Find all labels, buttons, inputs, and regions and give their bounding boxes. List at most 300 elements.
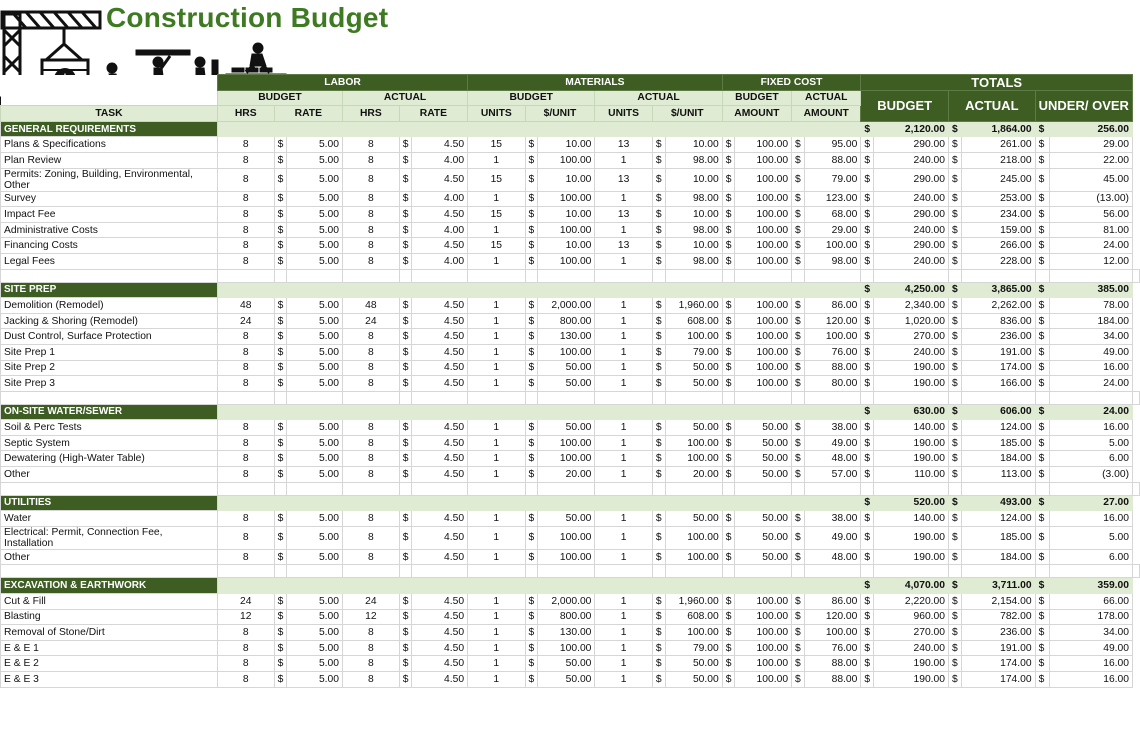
materials-actual-per-unit: 100.00 (665, 526, 722, 549)
fixed-actual-amount: 49.00 (804, 526, 861, 549)
currency-symbol: $ (652, 594, 665, 610)
labor-actual-hrs: 8 (343, 420, 400, 436)
labor-budget-rate: 5.00 (287, 360, 343, 376)
currency-symbol: $ (949, 298, 962, 314)
total-budget: 290.00 (874, 137, 949, 153)
materials-actual-per-unit: 50.00 (665, 420, 722, 436)
fixed-budget-amount-header: AMOUNT (722, 106, 791, 122)
labor-actual-rate: 4.50 (412, 672, 468, 688)
labor-actual-rate: 4.00 (412, 152, 468, 168)
materials-actual-units: 1 (595, 298, 652, 314)
currency-symbol: $ (949, 152, 962, 168)
total-budget: 240.00 (874, 640, 949, 656)
currency-symbol: $ (1035, 609, 1049, 625)
currency-symbol: $ (792, 609, 805, 625)
materials-budget-per-unit: 800.00 (538, 313, 595, 329)
materials-budget-units: 1 (468, 625, 525, 641)
total-actual: 174.00 (961, 360, 1035, 376)
materials-actual-units-header: UNITS (595, 106, 652, 122)
currency-symbol: $ (274, 207, 287, 223)
currency-symbol: $ (1035, 344, 1049, 360)
fixed-budget-amount: 100.00 (735, 625, 792, 641)
section-total-actual: 3,711.00 (961, 578, 1035, 594)
labor-budget-rate: 5.00 (287, 168, 343, 191)
materials-actual-units: 13 (595, 207, 652, 223)
table-row (1, 253, 1140, 269)
task-name: Septic System (1, 435, 218, 451)
materials-budget-per-unit: 50.00 (538, 376, 595, 392)
labor-actual-rate: 4.50 (412, 313, 468, 329)
fixed-budget-amount: 100.00 (735, 207, 792, 223)
fixed-actual-amount: 98.00 (804, 253, 861, 269)
materials-budget-units: 1 (468, 672, 525, 688)
labor-budget-hrs: 8 (217, 549, 274, 565)
materials-actual-units: 1 (595, 549, 652, 565)
materials-budget-per-unit: 50.00 (538, 511, 595, 527)
labor-budget-rate: 5.00 (287, 253, 343, 269)
currency-symbol: $ (274, 640, 287, 656)
materials-actual-per-unit: 98.00 (665, 191, 722, 207)
materials-actual-per-unit: 608.00 (665, 609, 722, 625)
currency-symbol: $ (861, 121, 874, 137)
currency-symbol: $ (1035, 191, 1049, 207)
task-name: Site Prep 1 (1, 344, 218, 360)
currency-symbol: $ (722, 253, 735, 269)
materials-budget-units: 1 (468, 435, 525, 451)
currency-symbol: $ (525, 625, 538, 641)
total-budget: 110.00 (874, 467, 949, 483)
materials-budget-per-unit: 2,000.00 (538, 298, 595, 314)
total-actual: 166.00 (961, 376, 1035, 392)
currency-symbol: $ (399, 238, 412, 254)
labor-budget-rate: 5.00 (287, 344, 343, 360)
task-name: Site Prep 3 (1, 376, 218, 392)
currency-symbol: $ (949, 282, 962, 298)
currency-symbol: $ (861, 238, 874, 254)
currency-symbol: $ (1035, 282, 1049, 298)
fixed-actual-amount: 95.00 (804, 137, 861, 153)
currency-symbol: $ (399, 329, 412, 345)
labor-actual-rate: 4.50 (412, 376, 468, 392)
materials-budget-per-unit-header: $/UNIT (525, 106, 595, 122)
materials-budget-units: 1 (468, 344, 525, 360)
currency-symbol: $ (652, 168, 665, 191)
materials-actual-units: 1 (595, 344, 652, 360)
currency-symbol: $ (722, 168, 735, 191)
labor-budget-hrs: 8 (217, 526, 274, 549)
total-under-over: 16.00 (1050, 360, 1133, 376)
materials-budget-units: 15 (468, 137, 525, 153)
total-actual: 234.00 (961, 207, 1035, 223)
labor-budget-rate: 5.00 (287, 609, 343, 625)
currency-symbol: $ (1035, 467, 1049, 483)
currency-symbol: $ (861, 191, 874, 207)
fixed-budget-amount: 100.00 (735, 152, 792, 168)
fixed-actual-amount: 88.00 (804, 672, 861, 688)
materials-budget-per-unit: 100.00 (538, 435, 595, 451)
materials-actual-units: 1 (595, 609, 652, 625)
materials-actual-per-unit: 608.00 (665, 313, 722, 329)
currency-symbol: $ (525, 298, 538, 314)
materials-budget-units: 1 (468, 420, 525, 436)
labor-actual-hrs: 8 (343, 152, 400, 168)
table-row (1, 625, 1140, 641)
total-under-over: 5.00 (1050, 435, 1133, 451)
materials-budget-units: 1 (468, 511, 525, 527)
currency-symbol: $ (722, 238, 735, 254)
currency-symbol: $ (792, 451, 805, 467)
currency-symbol: $ (1035, 511, 1049, 527)
currency-symbol: $ (525, 238, 538, 254)
labor-budget-rate-header: RATE (274, 106, 342, 122)
labor-budget-hrs: 8 (217, 640, 274, 656)
total-budget: 140.00 (874, 511, 949, 527)
materials-budget-per-unit: 100.00 (538, 549, 595, 565)
task-name: Legal Fees (1, 253, 218, 269)
fixed-budget-header: BUDGET (722, 90, 791, 106)
total-budget: 190.00 (874, 360, 949, 376)
labor-actual-rate: 4.50 (412, 137, 468, 153)
currency-symbol: $ (652, 435, 665, 451)
labor-actual-hrs: 8 (343, 451, 400, 467)
total-budget: 290.00 (874, 168, 949, 191)
labor-actual-rate: 4.50 (412, 168, 468, 191)
currency-symbol: $ (722, 672, 735, 688)
currency-symbol: $ (1035, 168, 1049, 191)
fixed-budget-amount: 50.00 (735, 451, 792, 467)
currency-symbol: $ (399, 656, 412, 672)
table-row (1, 672, 1140, 688)
materials-actual-units: 1 (595, 526, 652, 549)
task-name: Plans & Specifications (1, 137, 218, 153)
currency-symbol: $ (861, 420, 874, 436)
section-total-budget: 2,120.00 (874, 121, 949, 137)
currency-symbol: $ (274, 329, 287, 345)
currency-symbol: $ (722, 191, 735, 207)
currency-symbol: $ (1035, 420, 1049, 436)
spacer-row (1, 482, 1140, 495)
materials-actual-per-unit: 98.00 (665, 152, 722, 168)
labor-budget-rate: 5.00 (287, 238, 343, 254)
currency-symbol: $ (652, 329, 665, 345)
currency-symbol: $ (525, 451, 538, 467)
total-under-over: 178.00 (1050, 609, 1133, 625)
materials-actual-units: 1 (595, 594, 652, 610)
total-actual: 236.00 (961, 329, 1035, 345)
total-actual: 228.00 (961, 253, 1035, 269)
total-actual: 236.00 (961, 625, 1035, 641)
total-actual: 185.00 (961, 435, 1035, 451)
labor-actual-hrs: 8 (343, 360, 400, 376)
currency-symbol: $ (792, 152, 805, 168)
table-row (1, 640, 1140, 656)
currency-symbol: $ (652, 656, 665, 672)
currency-symbol: $ (722, 329, 735, 345)
section-title: ON-SITE WATER/SEWER (1, 404, 218, 420)
currency-symbol: $ (399, 191, 412, 207)
materials-budget-units: 1 (468, 298, 525, 314)
fixed-actual-amount: 48.00 (804, 451, 861, 467)
labor-budget-hrs: 8 (217, 152, 274, 168)
currency-symbol: $ (722, 152, 735, 168)
currency-symbol: $ (652, 238, 665, 254)
labor-budget-hrs: 24 (217, 594, 274, 610)
labor-actual-hrs: 8 (343, 435, 400, 451)
total-budget: 190.00 (874, 672, 949, 688)
header-row-groups (1, 75, 1140, 91)
total-actual: 184.00 (961, 451, 1035, 467)
currency-symbol: $ (274, 191, 287, 207)
currency-symbol: $ (792, 253, 805, 269)
currency-symbol: $ (792, 656, 805, 672)
materials-budget-units: 1 (468, 329, 525, 345)
materials-actual-per-unit: 1,960.00 (665, 298, 722, 314)
currency-symbol: $ (861, 640, 874, 656)
materials-actual-per-unit: 79.00 (665, 640, 722, 656)
fixed-actual-amount: 100.00 (804, 625, 861, 641)
currency-symbol: $ (949, 625, 962, 641)
currency-symbol: $ (399, 360, 412, 376)
currency-symbol: $ (1035, 121, 1049, 137)
table-row (1, 329, 1140, 345)
materials-budget-per-unit: 100.00 (538, 344, 595, 360)
labor-budget-rate: 5.00 (287, 152, 343, 168)
labor-actual-rate: 4.50 (412, 511, 468, 527)
currency-symbol: $ (399, 435, 412, 451)
fixed-budget-amount: 100.00 (735, 344, 792, 360)
currency-symbol: $ (652, 313, 665, 329)
currency-symbol: $ (1035, 238, 1049, 254)
labor-actual-rate: 4.50 (412, 207, 468, 223)
table-row (1, 137, 1140, 153)
currency-symbol: $ (949, 168, 962, 191)
fixed-budget-amount: 100.00 (735, 329, 792, 345)
currency-symbol: $ (949, 404, 962, 420)
total-budget: 140.00 (874, 420, 949, 436)
fixed-budget-amount: 100.00 (735, 609, 792, 625)
materials-actual-per-unit: 50.00 (665, 511, 722, 527)
materials-actual-per-unit: 50.00 (665, 656, 722, 672)
labor-budget-rate: 5.00 (287, 435, 343, 451)
currency-symbol: $ (949, 609, 962, 625)
labor-actual-hrs: 8 (343, 344, 400, 360)
fixed-actual-amount: 88.00 (804, 152, 861, 168)
currency-symbol: $ (1035, 578, 1049, 594)
fixed-budget-amount: 100.00 (735, 313, 792, 329)
labor-budget-rate: 5.00 (287, 137, 343, 153)
currency-symbol: $ (399, 298, 412, 314)
currency-symbol: $ (792, 672, 805, 688)
labor-budget-hrs: 8 (217, 435, 274, 451)
total-under-over: 81.00 (1050, 222, 1133, 238)
total-under-over: 24.00 (1050, 376, 1133, 392)
task-name: Jacking & Shoring (Remodel) (1, 313, 218, 329)
task-name: Other (1, 549, 218, 565)
total-budget: 270.00 (874, 625, 949, 641)
currency-symbol: $ (274, 344, 287, 360)
totals-actual-header: ACTUAL (949, 90, 1036, 121)
fixed-actual-amount: 80.00 (804, 376, 861, 392)
section-header-row (1, 404, 1140, 420)
currency-symbol: $ (949, 137, 962, 153)
total-budget: 190.00 (874, 376, 949, 392)
materials-actual-per-unit: 100.00 (665, 625, 722, 641)
currency-symbol: $ (652, 609, 665, 625)
materials-budget-per-unit: 130.00 (538, 329, 595, 345)
labor-actual-hrs: 8 (343, 137, 400, 153)
currency-symbol: $ (861, 282, 874, 298)
currency-symbol: $ (949, 578, 962, 594)
fixed-budget-amount: 100.00 (735, 222, 792, 238)
currency-symbol: $ (525, 313, 538, 329)
labor-budget-hrs: 8 (217, 238, 274, 254)
fixed-actual-amount: 48.00 (804, 549, 861, 565)
materials-budget-units: 1 (468, 222, 525, 238)
labor-actual-hrs: 8 (343, 191, 400, 207)
materials-budget-units: 1 (468, 152, 525, 168)
fixed-budget-amount: 50.00 (735, 435, 792, 451)
task-name: Impact Fee (1, 207, 218, 223)
currency-symbol: $ (949, 121, 962, 137)
currency-symbol: $ (722, 376, 735, 392)
currency-symbol: $ (722, 609, 735, 625)
total-under-over: 16.00 (1050, 420, 1133, 436)
currency-symbol: $ (792, 207, 805, 223)
currency-symbol: $ (861, 549, 874, 565)
currency-symbol: $ (1035, 451, 1049, 467)
task-name: Site Prep 2 (1, 360, 218, 376)
materials-actual-per-unit: 50.00 (665, 672, 722, 688)
total-under-over: 16.00 (1050, 656, 1133, 672)
labor-budget-rate: 5.00 (287, 329, 343, 345)
table-row (1, 451, 1140, 467)
currency-symbol: $ (792, 313, 805, 329)
currency-symbol: $ (949, 549, 962, 565)
currency-symbol: $ (525, 152, 538, 168)
materials-budget-units: 1 (468, 609, 525, 625)
currency-symbol: $ (525, 191, 538, 207)
fixed-budget-amount: 100.00 (735, 656, 792, 672)
currency-symbol: $ (949, 526, 962, 549)
currency-symbol: $ (274, 625, 287, 641)
materials-actual-units: 1 (595, 420, 652, 436)
materials-actual-units: 1 (595, 451, 652, 467)
total-actual: 2,154.00 (961, 594, 1035, 610)
fixed-actual-amount: 76.00 (804, 344, 861, 360)
total-under-over: 6.00 (1050, 549, 1133, 565)
section-header-row (1, 495, 1140, 511)
materials-actual-per-unit: 100.00 (665, 329, 722, 345)
currency-symbol: $ (949, 329, 962, 345)
labor-budget-rate: 5.00 (287, 451, 343, 467)
section-total-under-over: 359.00 (1050, 578, 1133, 594)
fixed-budget-amount: 50.00 (735, 549, 792, 565)
labor-actual-hrs: 8 (343, 238, 400, 254)
labor-budget-rate: 5.00 (287, 549, 343, 565)
currency-symbol: $ (274, 360, 287, 376)
total-under-over: 16.00 (1050, 672, 1133, 688)
fixed-budget-amount: 50.00 (735, 467, 792, 483)
materials-budget-units: 1 (468, 191, 525, 207)
materials-actual-per-unit: 50.00 (665, 360, 722, 376)
total-budget: 240.00 (874, 191, 949, 207)
materials-budget-per-unit: 20.00 (538, 467, 595, 483)
section-total-actual: 1,864.00 (961, 121, 1035, 137)
fixed-actual-amount: 100.00 (804, 238, 861, 254)
total-actual: 218.00 (961, 152, 1035, 168)
total-actual: 245.00 (961, 168, 1035, 191)
currency-symbol: $ (652, 640, 665, 656)
currency-symbol: $ (792, 376, 805, 392)
task-name: Plan Review (1, 152, 218, 168)
labor-budget-rate: 5.00 (287, 672, 343, 688)
labor-actual-rate-header: RATE (399, 106, 467, 122)
section-header-row (1, 282, 1140, 298)
currency-symbol: $ (861, 404, 874, 420)
fixed-budget-amount: 50.00 (735, 526, 792, 549)
section-total-under-over: 27.00 (1050, 495, 1133, 511)
header-row-budget-actual (1, 90, 1140, 106)
fixed-budget-amount: 100.00 (735, 672, 792, 688)
materials-actual-per-unit: 10.00 (665, 238, 722, 254)
total-under-over: 45.00 (1050, 168, 1133, 191)
labor-actual-hrs: 8 (343, 672, 400, 688)
currency-symbol: $ (722, 594, 735, 610)
currency-symbol: $ (652, 672, 665, 688)
section-total-under-over: 24.00 (1050, 404, 1133, 420)
currency-symbol: $ (792, 222, 805, 238)
currency-symbol: $ (949, 376, 962, 392)
task-name: E & E 1 (1, 640, 218, 656)
currency-symbol: $ (861, 625, 874, 641)
section-title: SITE PREP (1, 282, 218, 298)
totals-header: TOTALS (861, 75, 1133, 91)
fixed-actual-amount: 57.00 (804, 467, 861, 483)
total-actual: 113.00 (961, 467, 1035, 483)
currency-symbol: $ (861, 344, 874, 360)
currency-symbol: $ (722, 222, 735, 238)
materials-budget-per-unit: 50.00 (538, 672, 595, 688)
currency-symbol: $ (525, 420, 538, 436)
labor-actual-hrs: 8 (343, 207, 400, 223)
currency-symbol: $ (399, 207, 412, 223)
materials-actual-per-unit: 50.00 (665, 376, 722, 392)
currency-symbol: $ (792, 329, 805, 345)
total-under-over: 49.00 (1050, 344, 1133, 360)
labor-budget-rate: 5.00 (287, 313, 343, 329)
materials-budget-per-unit: 10.00 (538, 238, 595, 254)
currency-symbol: $ (949, 420, 962, 436)
currency-symbol: $ (399, 451, 412, 467)
labor-actual-hrs-header: HRS (343, 106, 400, 122)
currency-symbol: $ (949, 656, 962, 672)
currency-symbol: $ (274, 313, 287, 329)
labor-actual-hrs: 8 (343, 656, 400, 672)
labor-actual-rate: 4.50 (412, 238, 468, 254)
currency-symbol: $ (861, 451, 874, 467)
materials-actual-units: 1 (595, 313, 652, 329)
materials-actual-per-unit-header: $/UNIT (652, 106, 722, 122)
currency-symbol: $ (274, 467, 287, 483)
currency-symbol: $ (722, 451, 735, 467)
section-total-actual: 3,865.00 (961, 282, 1035, 298)
fixed-actual-amount: 120.00 (804, 313, 861, 329)
currency-symbol: $ (652, 191, 665, 207)
budget-table (0, 74, 1140, 688)
currency-symbol: $ (861, 329, 874, 345)
fixed-actual-amount: 79.00 (804, 168, 861, 191)
currency-symbol: $ (949, 360, 962, 376)
